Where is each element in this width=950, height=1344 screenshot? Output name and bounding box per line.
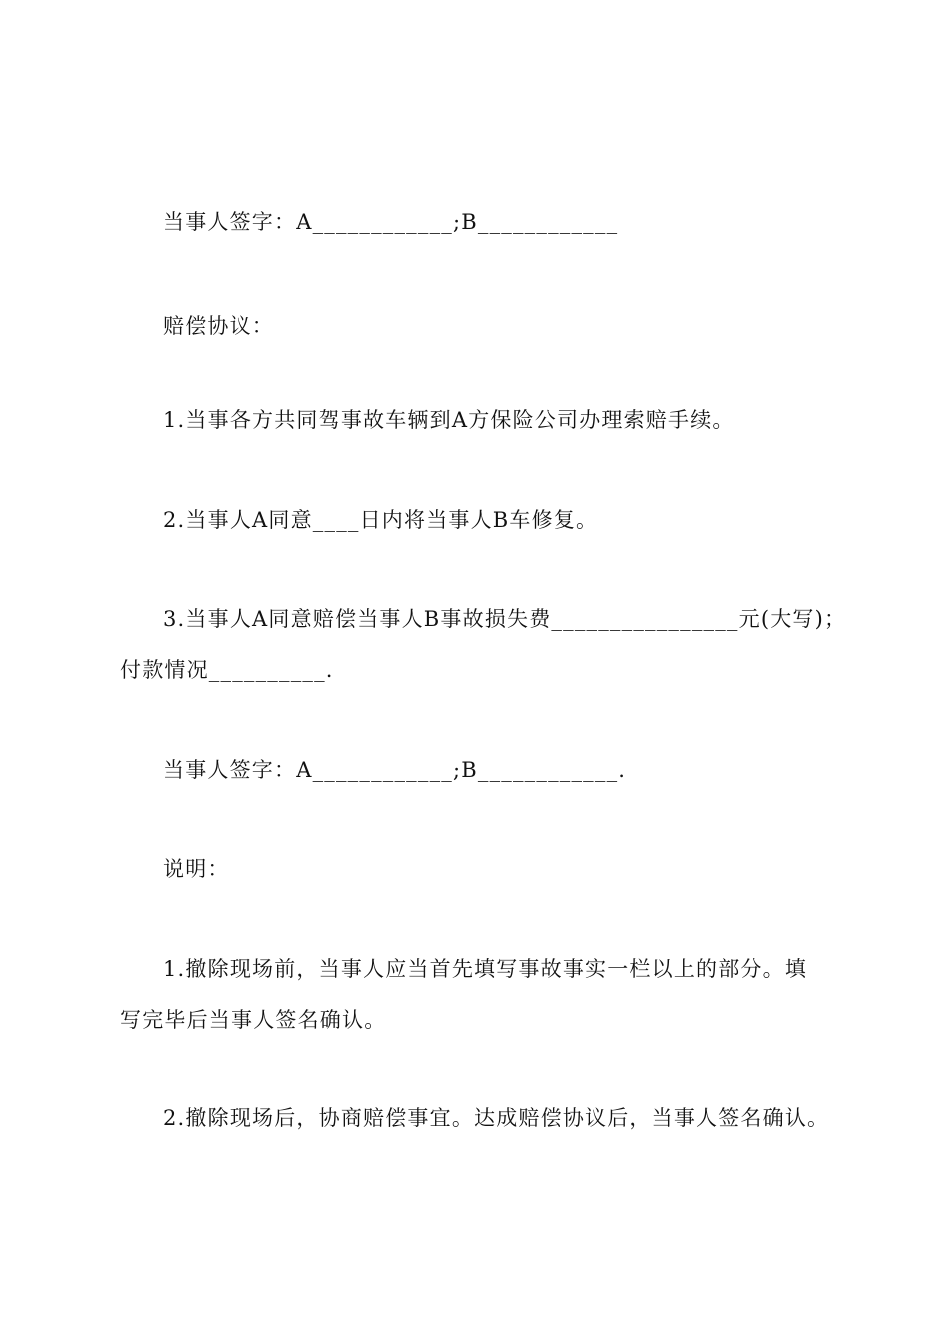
note-1-line-1: 1.撤除现场前，当事人应当首先填写事故事实一栏以上的部分。填 bbox=[163, 957, 808, 981]
agreement-item-3-line-2: 付款情况__________. bbox=[120, 658, 334, 682]
note-1-line-2: 写完毕后当事人签名确认。 bbox=[120, 1008, 387, 1032]
notes-heading: 说明： bbox=[163, 857, 230, 881]
note-2: 2.撤除现场后，协商赔偿事宜。达成赔偿协议后，当事人签名确认。 bbox=[163, 1106, 830, 1130]
signature-line-2: 当事人签字：A____________;B____________. bbox=[163, 758, 627, 782]
agreement-item-2: 2.当事人A同意____日内将当事人B车修复。 bbox=[163, 508, 599, 532]
agreement-item-3-line-1: 3.当事人A同意赔偿当事人B事故损失费________________元(大写)； bbox=[163, 607, 847, 631]
agreement-heading: 赔偿协议： bbox=[163, 314, 274, 338]
agreement-item-1: 1.当事各方共同驾事故车辆到A方保险公司办理索赔手续。 bbox=[163, 408, 735, 432]
signature-line-1: 当事人签字：A____________;B____________ bbox=[163, 210, 619, 234]
